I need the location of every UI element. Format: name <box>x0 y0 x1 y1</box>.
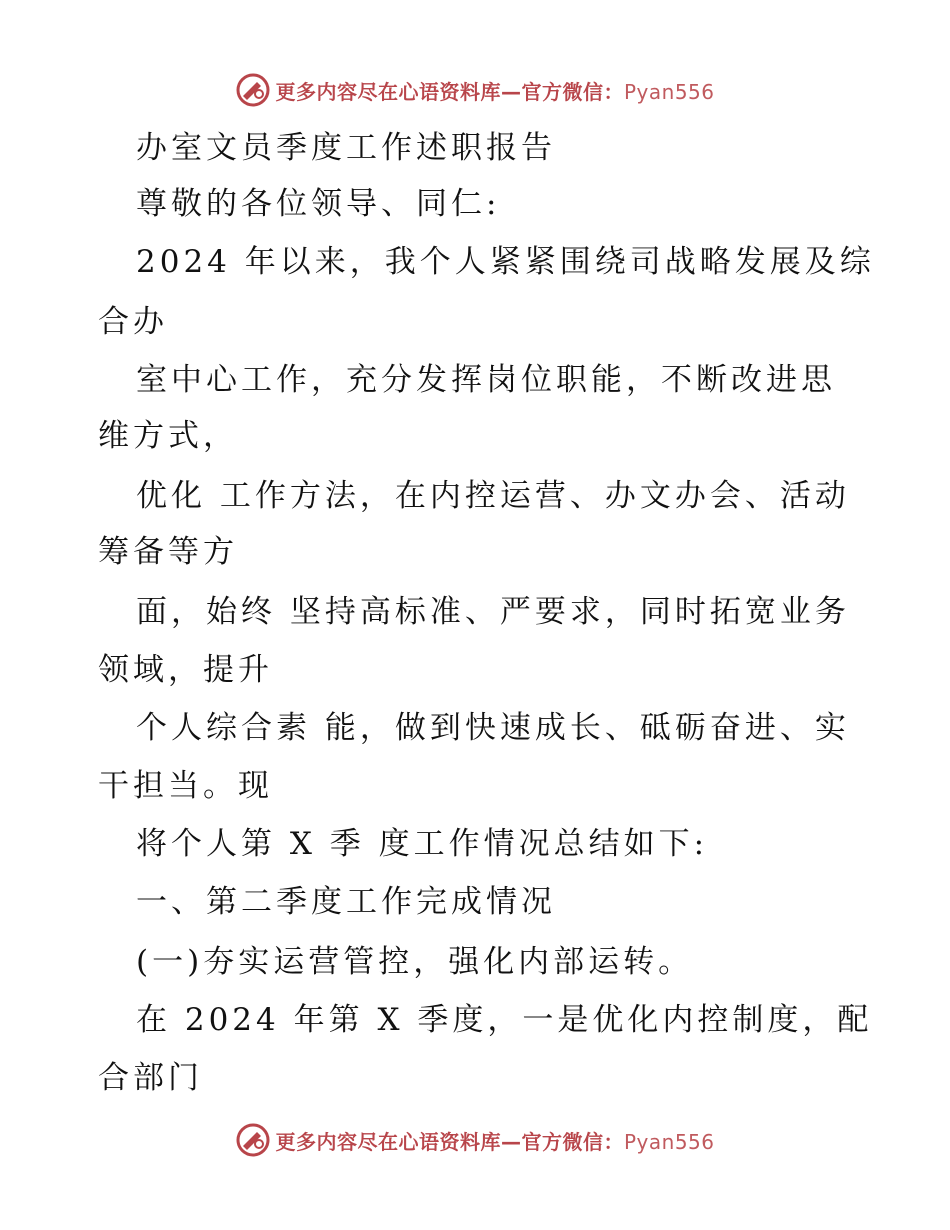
paragraph-line: 个人综合素 能，做到快速成长、砥砺奋进、实 <box>136 710 850 746</box>
paragraph-line: 将个人第 X 季 度工作情况总结如下: <box>136 826 709 862</box>
paragraph-line: 优化 工作方法，在内控运营、办文办会、活动 <box>136 478 850 514</box>
logo-icon <box>235 1122 271 1158</box>
paragraph-line: 筹备等方 <box>98 534 238 570</box>
paragraph-line: 合部门 <box>98 1060 203 1096</box>
paragraph-line: 面，始终 坚持高标准、严要求，同时拓宽业务 <box>136 594 850 630</box>
banner-text: 更多内容尽在心语资料库—官方微信：Pyan556 <box>275 1129 715 1154</box>
paragraph-line: 干担当。现 <box>98 768 273 804</box>
salutation: 尊敬的各位领导、同仁: <box>136 186 501 222</box>
subsection-heading: (一)夯实运营管控，强化内部运转。 <box>136 944 694 980</box>
paragraph-line: 2024 年以来，我个人紧紧围绕司战略发展及综 <box>136 244 875 280</box>
footer-banner <box>0 1118 950 1162</box>
paragraph-line: 在 2024 年第 X 季度，一是优化内控制度，配 <box>136 1002 873 1038</box>
header-banner <box>0 68 950 112</box>
doc-title: 办室文员季度工作述职报告 <box>136 130 556 166</box>
paragraph-line: 维方式， <box>98 418 238 454</box>
paragraph-line: 领域，提升 <box>98 652 273 688</box>
section-heading: 一、第二季度工作完成情况 <box>136 884 556 920</box>
banner-text: 更多内容尽在心语资料库—官方微信：Pyan556 <box>275 79 715 104</box>
logo-icon <box>235 72 271 108</box>
paragraph-line: 合办 <box>98 304 168 340</box>
paragraph-line: 室中心工作，充分发挥岗位职能，不断改进思 <box>136 362 836 398</box>
